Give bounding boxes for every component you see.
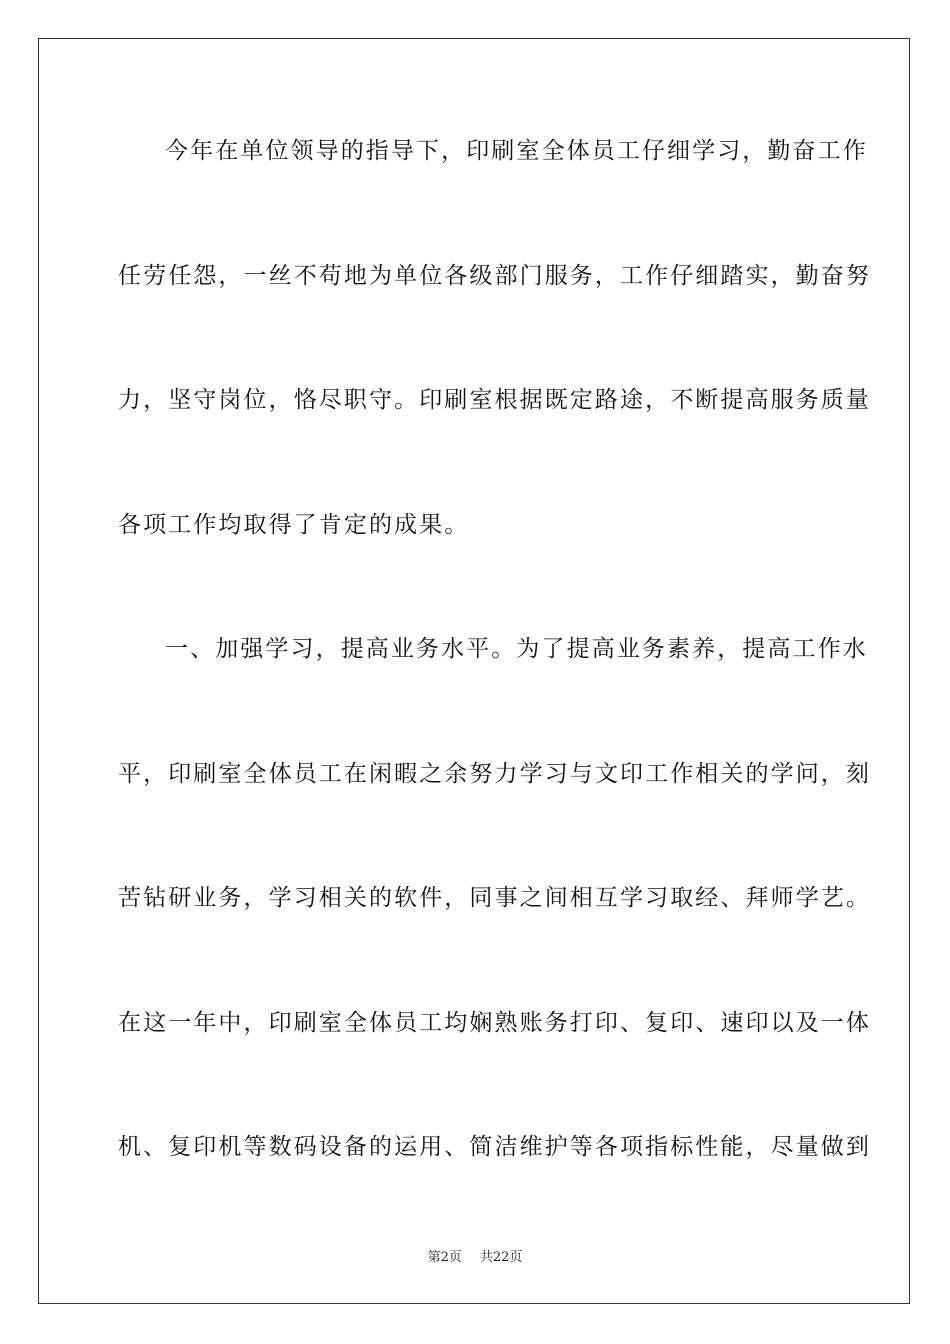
paragraph-line: 在这一年中，印刷室全体员工均娴熟账务打印、复印、速印以及一体 (118, 1010, 871, 1036)
paragraph-line: 各项工作均取得了肯定的成果。 (118, 512, 470, 538)
page-number-current: 第2页 (427, 1250, 462, 1265)
paragraph-line: 力，坚守岗位，恪尽职守。印刷室根据既定路途，不断提高服务质量 (118, 387, 871, 413)
paragraph-line: 苦钻研业务，学习相关的软件，同事之间相互学习取经、拜师学艺。 (118, 885, 871, 911)
paragraph-line: 机、复印机等数码设备的运用、简洁维护等各项指标性能，尽量做到 (118, 1134, 871, 1160)
page-footer (0, 1246, 950, 1265)
paragraph-line: 平，印刷室全体员工在闲暇之余努力学习与文印工作相关的学问，刻 (118, 761, 871, 787)
paragraph-line: 一、加强学习，提高业务水平。为了提高业务素养，提高工作水 (165, 636, 868, 662)
paragraph-line: 任劳任怨，一丝不苟地为单位各级部门服务，工作仔细踏实，勤奋努 (118, 263, 871, 289)
paragraph-line: 今年在单位领导的指导下，印刷室全体员工仔细学习，勤奋工作 (165, 138, 868, 164)
page-number-total: 共22页 (479, 1250, 523, 1265)
page-border (38, 38, 910, 1304)
